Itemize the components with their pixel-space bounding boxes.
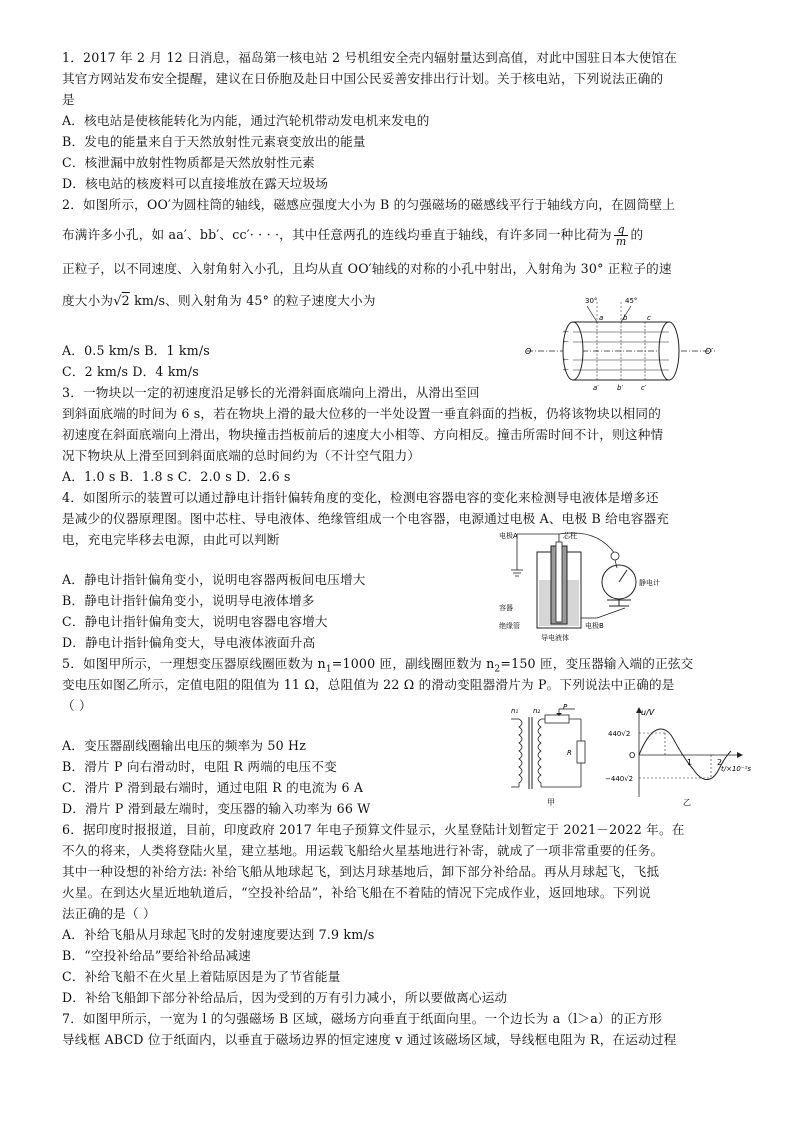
q6-line-1: 6．据印度时报报道，目前，印度政府 2017 年电子预算文件显示，火星登陆计划暂定于 2021－2022 年。在	[62, 822, 685, 837]
q4-option-a: A．静电计指针偏角变小，说明电容器两板间电压增大	[62, 572, 366, 587]
q2-line-2-text: 布满许多小孔，如 aa′、bb′、cc′· · · ·，其中任意两孔的连线均垂直于轴线，有许多同一种比荷为	[62, 227, 612, 242]
q2-line-4-text: 度大小为	[62, 293, 114, 308]
q5-option-b: B．滑片 P 向右滑动时，电阻 R 两端的电压不变	[62, 759, 337, 774]
label-electrode-b: 电极B	[585, 622, 604, 630]
q4-option-b: B．静电计指针偏角变小，说明导电液体增多	[62, 593, 315, 608]
label-tick-2: 2	[717, 758, 723, 767]
label-liquid: 导电液体	[541, 634, 569, 642]
q6-line-4: 火星。在到达火星近地轨道后，“空投补给品”，补给飞船在不着陆的情况下完成作业，返回地球。下列说	[62, 885, 651, 900]
hole-c: c	[647, 314, 651, 322]
incident-ray-30	[587, 306, 597, 322]
transformer-figure	[505, 703, 775, 811]
sqrt-value: 2	[121, 293, 130, 308]
q1-option-b: B．发电的能量来自于天然放射性元素衰变放出的能量	[62, 134, 366, 149]
q1-line-3: 是	[62, 92, 75, 107]
fraction-numerator: q	[614, 224, 629, 236]
q5-line-1-mid: =1000 匝，副线圈匝数为 n	[331, 656, 495, 671]
q2-line-3: 正粒子，以不同速度、入射角射入小孔，且均从直 OO′轴线的对称的小孔中射出，入射角为 30° 正粒子的速	[62, 261, 672, 276]
label-electrometer: 静电计	[639, 579, 660, 587]
label-u-max: 440√2	[608, 730, 631, 738]
q1-option-a: A．核电站是使核能转化为内能，通过汽轮机带动发电机来发电的	[62, 113, 430, 128]
q7-line-1: 7．如图甲所示，一宽为 l 的匀强磁场 B 区域，磁场方向垂直于纸面向里。一个边长为 a（l＞a）的正方形	[62, 1011, 662, 1026]
svg-text:←: ←	[563, 356, 569, 364]
q1-option-c: C．核泄漏中放射性物质都是天然放射性元素	[62, 155, 315, 170]
hole-b: b	[623, 314, 628, 322]
q6-option-c: C．补给飞船不在火星上着陆原因是为了节省能量	[62, 969, 341, 984]
q1-option-d: D．核电站的核废料可以直接堆放在露天垃圾场	[62, 176, 329, 191]
hole-a: a	[599, 314, 604, 322]
q5-line-2: 变电压如图乙所示，定值电阻的阻值为 11 Ω，总阻值为 22 Ω 的滑动变阻器滑片为 P。下列说法中正确的是	[62, 677, 675, 692]
svg-text:←: ←	[563, 366, 569, 374]
q5-line-3: （ ）	[62, 698, 92, 713]
q2-line-1: 2．如图所示，OO′为圆柱筒的轴线，磁感应强度大小为 B 的匀强磁场的磁感线平行于轴线方向，在圆筒壁上	[62, 197, 676, 212]
label-container: 容器	[499, 604, 513, 612]
q1-line-1: 1．2017 年 2 月 12 日消息，福岛第一核电站 2 号机组安全壳内辐射量达到高值，对此中国驻日本大使馆在	[62, 50, 678, 65]
q5-option-d: D．滑片 P 滑到最左端时，变压器的输入功率为 66 W	[62, 801, 371, 816]
caption-jia: 甲	[547, 798, 555, 807]
q7-line-2: 导线框 ABCD 位于纸面内，以垂直于磁场边界的恒定速度 v 通过该磁场区域，导线框电阻为 R，在运动过程	[62, 1032, 677, 1047]
label-t-axis: t/×10⁻²s	[721, 765, 752, 773]
label-resistor: R	[567, 749, 572, 757]
q1-line-2: 其官方网站发布安全提醒，建议在日侨胞及赴日中国公民妥善安排出行计划。关于核电站，下列说法正确的	[62, 71, 664, 86]
label-electrode-a: 电极A	[499, 532, 518, 540]
q4-line-2: 是减少的仪器原理图。图中芯柱、导电液体、绝缘管组成一个电容器，电源通过电极 A、电极 B 给电容器充	[62, 511, 670, 526]
core-rod	[556, 542, 562, 622]
label-core: 芯柱	[563, 532, 577, 540]
q2-line-4-tail: km/s、则入射角为 45° 的粒子速度大小为	[129, 293, 376, 308]
hole-a-prime: a′	[593, 384, 599, 392]
q4-line-1: 4．如图所示的装置可以通过静电计指针偏转角度的变化，检测电容器电容的变化来检测导电液体是增多还	[62, 490, 659, 505]
hole-c-prime: c′	[641, 384, 647, 392]
label-slider-p: P	[563, 703, 568, 711]
label-45-degrees: 45°	[625, 297, 638, 305]
secondary-coil	[538, 719, 541, 787]
q3-line-2: 到斜面底端的时间为 6 s，若在物块上滑的最大位移的一半处设置一垂直斜面的挡板，仍将该物块以相同的	[62, 406, 662, 421]
q6-option-a: A．补给飞船从月球起飞时的发射速度要达到 7.9 km/s	[62, 927, 375, 942]
rheostat	[545, 715, 569, 723]
q5-line-1-tail: =150 匝，变压器输入端的正弦交	[500, 656, 694, 671]
q6-line-2: 不久的将来，人类将登陆火星，建立基地。用运载飞船给火星基地进行补寄，就成了一项非常重要的任务。	[62, 843, 664, 858]
q3-line-4: 况下物块从上滑至回到斜面底端的总时间约为（不计空气阻力）	[62, 448, 421, 463]
label-30-degrees: 30°	[585, 297, 598, 305]
svg-text:←: ←	[563, 328, 569, 336]
charge-mass-ratio	[614, 224, 629, 247]
q5-line-1-text: 5．如图甲所示，一理想变压器原线圈匝数为 n	[62, 656, 326, 671]
sine-curve	[639, 729, 731, 780]
label-tick-1: 1	[687, 758, 693, 767]
q2-line-4	[62, 291, 376, 312]
label-n1: n₁	[511, 707, 519, 715]
q3-line-1: 3．一物块以一定的初速度沿足够长的光滑斜面底端向上滑出，从滑出至回	[62, 385, 480, 400]
fraction-denominator: m	[615, 235, 627, 248]
axis-label-o-prime: O′	[705, 347, 714, 356]
q2-line-2-tail: 的	[630, 227, 644, 242]
capacitor-figure	[497, 530, 667, 646]
label-origin: O	[629, 751, 636, 760]
svg-text:←: ←	[563, 338, 569, 346]
q2-options-row-1: A．0.5 km/s B．1 km/s	[62, 343, 210, 358]
q6-option-d: D．补给飞船卸下部分补给品后，因为受到的万有引力减小，所以要做离心运动	[62, 990, 508, 1005]
label-u-axis: u/V	[641, 708, 655, 717]
caption-yi: 乙	[683, 798, 691, 807]
cylinder-right-end	[659, 322, 679, 380]
q6-line-5: 法正确的是（ ）	[62, 906, 156, 921]
sqrt-symbol: √	[113, 294, 122, 309]
q6-option-b: B．“空投补给品”要给补给品减速	[62, 948, 252, 963]
subscript-2: 2	[494, 664, 501, 675]
q4-option-c: C．静电计指针偏角变大，说明电容器电容增大	[62, 614, 328, 629]
label-u-min: −440√2	[605, 775, 634, 783]
q3-options: A．1.0 s B．1.8 s C．2.0 s D．2.6 s	[62, 469, 291, 484]
q5-option-c: C．滑片 P 滑到最右端时，通过电阻 R 的电流为 6 A	[62, 780, 364, 795]
label-insulating-tube: 绝缘管	[499, 622, 520, 630]
axis-label-o: O	[525, 347, 532, 356]
q2-line-2	[62, 224, 643, 247]
q4-line-3: 电，充电完毕移去电源，由此可以判断	[62, 532, 280, 547]
q3-line-3: 初速度在斜面底端向上滑出，物块撞击挡板前后的速度大小相等、方向相反。撞击所需时间不计，则这种情	[62, 427, 664, 442]
cylinder-figure	[525, 292, 725, 392]
primary-coil	[519, 719, 522, 787]
q6-line-3: 其中一种设想的补给方法: 补给飞船从地球起飞，到达月球基地后，卸下部分补给品。再从月球起飞，飞抵	[62, 864, 660, 879]
q4-option-d: D．静电计指针偏角变大，导电液体液面升高	[62, 635, 316, 650]
subscript-1: 1	[325, 664, 332, 675]
q2-options-row-2: C．2 km/s D．4 km/s	[62, 364, 199, 379]
hole-b-prime: b′	[617, 384, 624, 392]
resistor-r	[577, 741, 585, 763]
q5-option-a: A．变压器副线圈输出电压的频率为 50 Hz	[62, 738, 307, 753]
label-n2: n₂	[533, 707, 541, 715]
